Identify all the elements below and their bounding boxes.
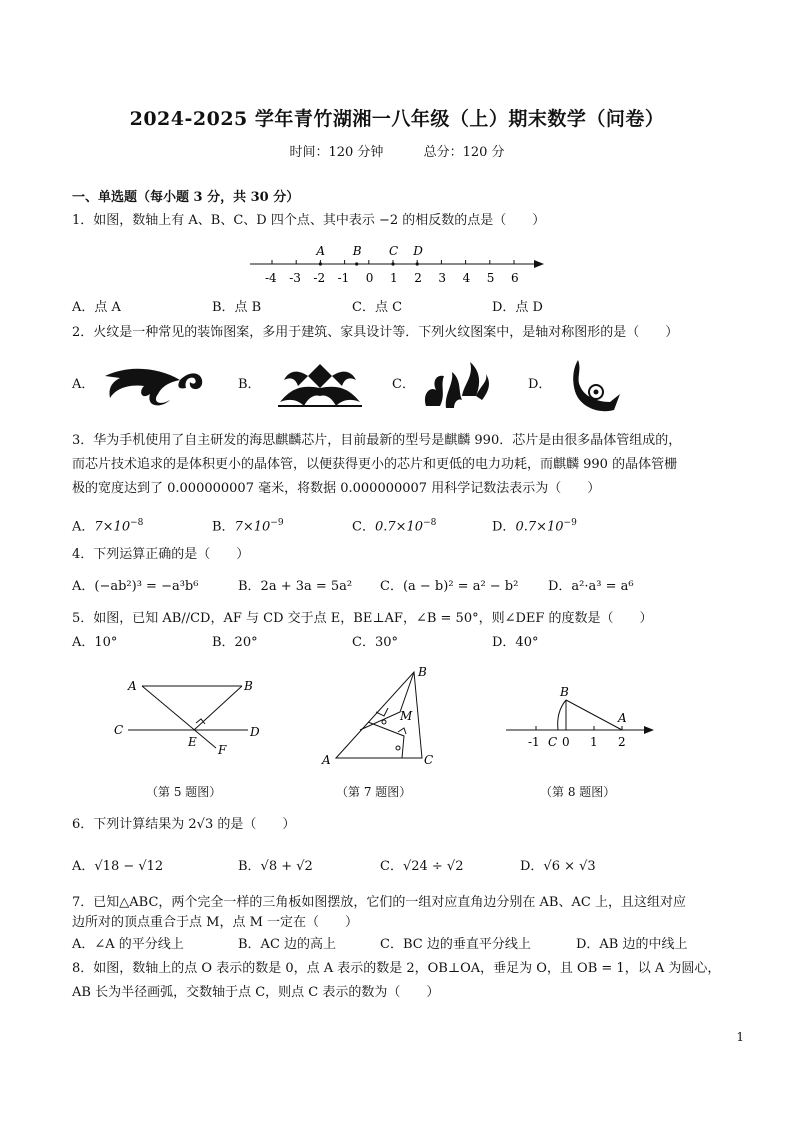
q3-option-a: A．$7\times 10^{-8}$ (72, 518, 144, 535)
q6-option-a: A．√18 − √12 (72, 859, 164, 874)
q6-option-b: B．√8 + √2 (238, 859, 313, 874)
q1-stem: 1．如图，数轴上有 A、B、C、D 四个点、其中表示 −2 的相反数的点是（ ） (72, 213, 546, 228)
q6-option-c: C．√24 ÷ √2 (380, 859, 464, 874)
q1-option-d: D．点 D (492, 300, 543, 315)
fig7-label-a: A (322, 753, 331, 767)
q1-tick-label: -4 (265, 271, 277, 285)
q4-option-b: B．2a + 3a = 5a² (238, 579, 353, 594)
fig8-label-a: A (618, 711, 627, 725)
fig7-label-c: C (424, 753, 434, 767)
q1-option-b: B．点 B (212, 300, 262, 315)
page-number: 1 (736, 1030, 744, 1044)
q7-line-2: 边所对的顶点重合于点 M，点 M 一定在（ ） (72, 915, 359, 930)
figure-7 (318, 662, 438, 772)
q1-point (355, 262, 358, 265)
q1-number-line (240, 240, 550, 290)
q1-point-label: A (316, 244, 326, 258)
q1-point (416, 262, 419, 265)
q5-option-a: A．10° (72, 635, 118, 650)
q1-tick-label: 4 (462, 271, 471, 285)
section-heading: 一、单选题（每小题 3 分，共 30 分） (72, 190, 300, 205)
figure-8-caption: （第 8 题图） (540, 785, 616, 799)
fig5-label-b: B (244, 679, 253, 693)
q6-stem: 6．下列计算结果为 2√3 的是（ ） (72, 817, 296, 832)
fig8-tick-2: 2 (618, 735, 626, 749)
q1-point-label: B (352, 244, 362, 258)
q2-stem: 2．火纹是一种常见的装饰图案，多用于建筑、家具设计等．下列火纹图案中，是轴对称图形的是（ ） (72, 325, 679, 340)
fig5-label-e: E (188, 735, 197, 749)
fire-pattern-a-icon (100, 358, 210, 408)
q1-tick-label: -2 (313, 271, 326, 285)
q3-line-1: 3．华为手机使用了自主研发的海思麒麟芯片，目前最新的型号是麒麟 990．芯片是由很多晶体管组成的， (72, 433, 682, 448)
q3-option-c: C．$0.7\times 10^{-8}$ (352, 518, 437, 535)
q2-option-d: D． (528, 377, 552, 392)
q4-option-c: C．(a − b)² = a² − b² (380, 579, 519, 594)
q7-option-d: D．AB 边的中线上 (576, 937, 688, 952)
q1-tick-label: -1 (337, 271, 350, 285)
q1-point (391, 262, 394, 265)
q5-option-c: C．30° (352, 635, 398, 650)
q1-tick-label: 3 (438, 271, 447, 285)
fig8-tick-minus1: -1 (528, 735, 540, 749)
q7-line-1: 7．已知△ABC，两个完全一样的三角板如图摆放，它们的一组对应直角边分别在 AB、AC 上，且这组对应 (72, 895, 686, 910)
fig8-tick-0: 0 (562, 735, 570, 749)
q3-option-b: B．$7\times 10^{-9}$ (212, 518, 284, 535)
fig5-label-d: D (250, 725, 260, 739)
q1-tick-label: -3 (289, 271, 301, 285)
q4-option-d: D．a²·a³ = a⁶ (548, 579, 634, 594)
exam-time: 时间：120 分钟 (289, 145, 384, 160)
q4-option-a: A．(−ab²)³ = −a³b⁶ (72, 579, 199, 594)
q1-point (319, 262, 322, 265)
figure-7-caption: （第 7 题图） (336, 785, 412, 799)
fig7-label-m: M (400, 709, 413, 723)
fire-pattern-d-icon (560, 352, 630, 418)
fig8-label-b: B (560, 685, 569, 699)
fig8-label-c: C (548, 735, 558, 749)
fig5-label-f: F (218, 743, 227, 757)
q3-option-d: D．$0.7\times 10^{-9}$ (492, 518, 577, 535)
q7-option-b: B．AC 边的高上 (238, 937, 337, 952)
figure-5-caption: （第 5 题图） (146, 785, 222, 799)
q7-option-a: A．∠A 的平分线上 (72, 937, 184, 952)
fig7-label-b: B (418, 665, 427, 679)
exam-info (0, 141, 794, 160)
q8-line-1: 8．如图，数轴上的点 O 表示的数是 0，点 A 表示的数是 2，OB⊥OA，垂足为 O，且 OB = 1，以 A 为圆心， (72, 961, 721, 976)
fig5-label-c: C (114, 723, 124, 737)
q6-option-d: D．√6 × √3 (520, 859, 596, 874)
q3-line-2: 而芯片技术追求的是体积更小的晶体管，以便获得更小的芯片和更低的电力功耗，而麒麟 990 的晶体管栅 (72, 457, 678, 472)
q7-option-c: C．BC 边的垂直平分线上 (380, 937, 531, 952)
q1-tick-label: 5 (486, 271, 495, 285)
fig8-tick-1: 1 (590, 735, 598, 749)
q1-tick-label: 2 (414, 271, 422, 285)
q4-stem: 4．下列运算正确的是（ ） (72, 547, 250, 562)
fire-pattern-c-icon (418, 356, 492, 416)
page-title: 2024-2025 学年青竹湖湘一八年级（上）期末数学（问卷） (129, 108, 665, 130)
q1-tick-label: 6 (511, 271, 519, 285)
q2-option-c: C． (392, 377, 415, 392)
q8-line-2: AB 长为半径画弧，交数轴于点 C，则点 C 表示的数为（ ） (72, 985, 440, 1000)
exam-score: 总分：120 分 (423, 145, 505, 160)
figure-5 (108, 668, 278, 768)
figure-8 (500, 680, 660, 760)
q2-option-b: B． (238, 377, 261, 392)
q1-option-c: C．点 C (352, 300, 403, 315)
q1-tick-label: 0 (365, 271, 374, 285)
q1-point-label: C (389, 244, 399, 258)
q1-tick-label: 1 (390, 271, 398, 285)
q5-stem: 5．如图，已知 AB//CD，AF 与 CD 交于点 E，BE⊥AF，∠B = 50°，则∠DEF 的度数是（ ） (72, 611, 653, 626)
q5-option-d: D．40° (492, 635, 539, 650)
q5-option-b: B．20° (212, 635, 258, 650)
q2-option-a: A． (72, 377, 95, 392)
fig5-label-a: A (128, 679, 137, 693)
q3-line-3: 极的宽度达到了 0.000000007 毫米，将数据 0.000000007 用科学记数法表示为（ ） (72, 481, 601, 496)
fire-pattern-b-icon (270, 354, 370, 410)
q1-option-a: A．点 A (72, 300, 121, 315)
q1-point-label: D (413, 244, 423, 258)
